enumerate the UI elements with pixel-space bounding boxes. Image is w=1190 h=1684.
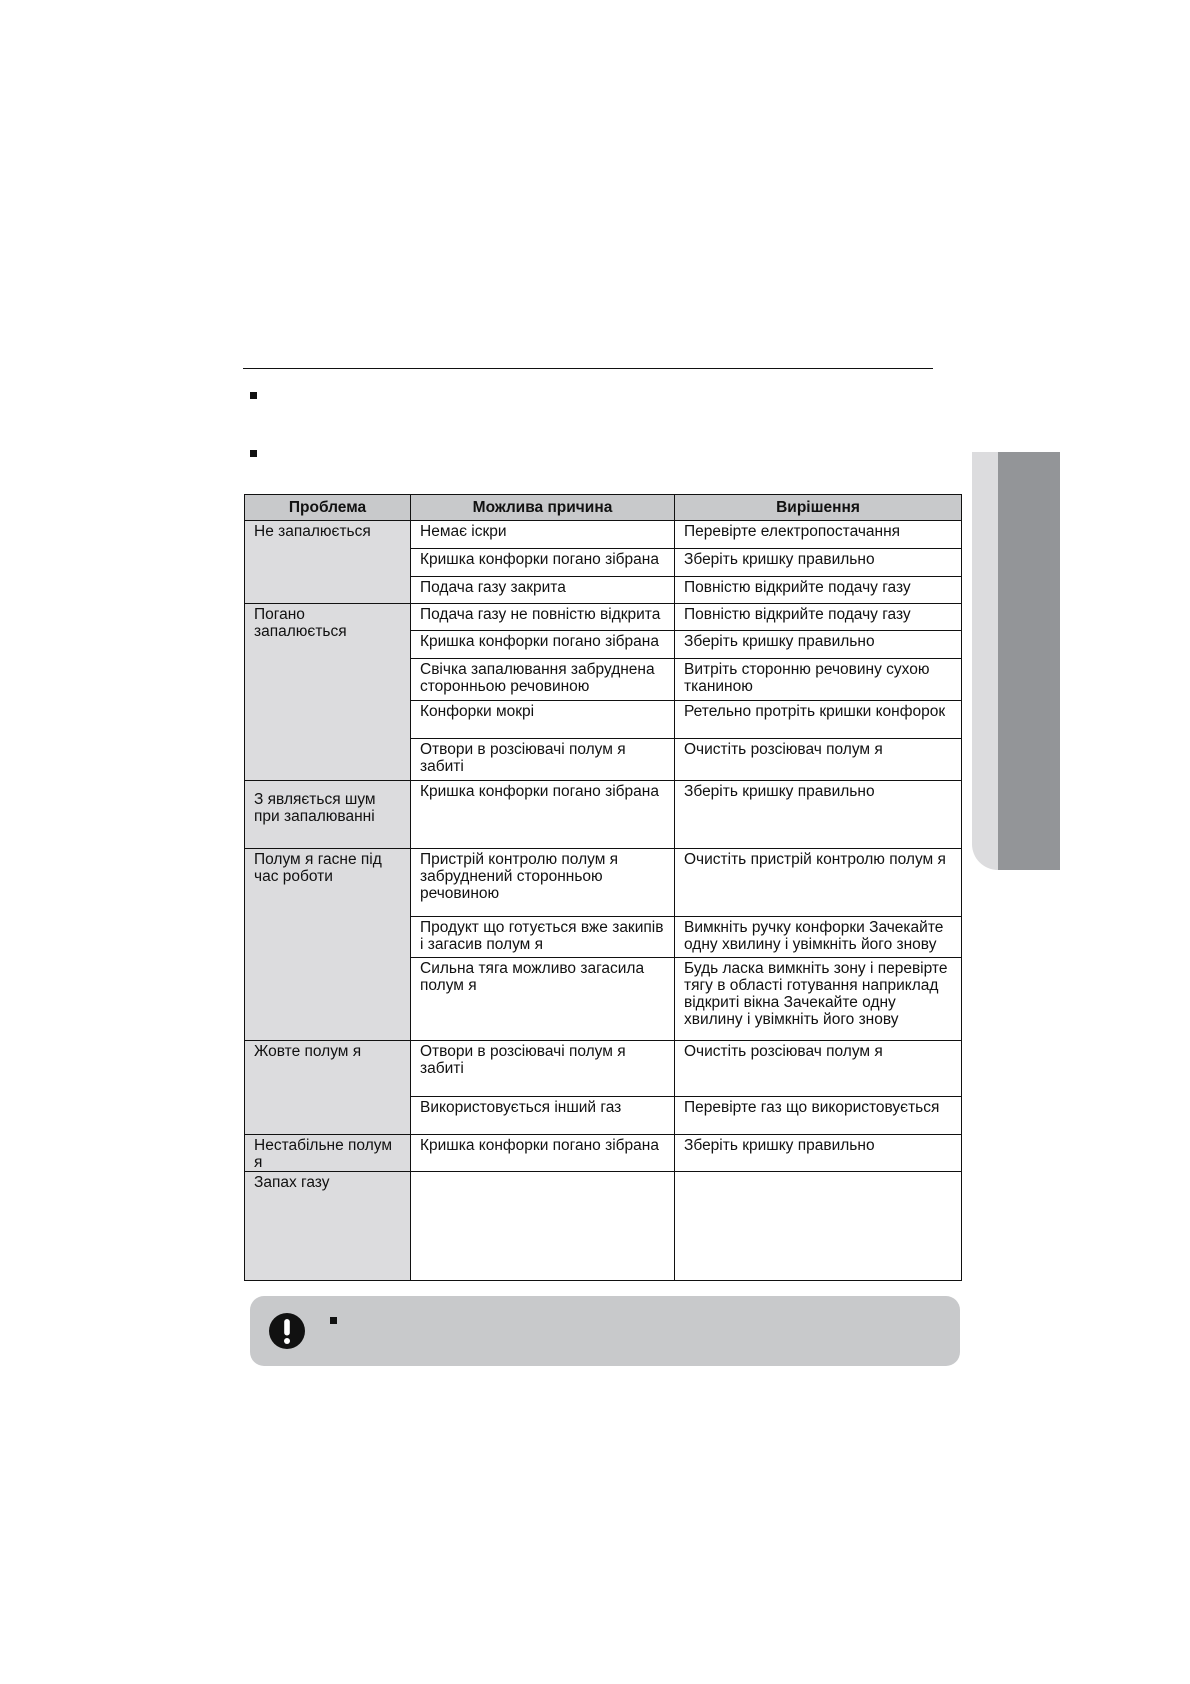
table-row [245,1171,962,1280]
cause-cell: Кришка конфорки погано зібрана [411,780,675,848]
solution-cell: Будь ласка вимкніть зону і перевірте тягу в області готування наприклад відкриті вікна Зачекайте одну хвилину і увімкніть його знову [675,958,962,1041]
solution-cell: Зберіть кришку правильно [675,631,962,659]
cause-cell: Конфорки мокрі [411,701,675,738]
table-row [245,848,962,916]
troubleshooting-table [244,494,962,1281]
caution-box [250,1296,960,1366]
header-cause: Можлива причина [411,495,675,521]
cause-cell: Немає іскри [411,521,675,549]
cause-cell: Отвори в розсіювачі полум я забиті [411,738,675,780]
cause-cell: Свічка запалювання забруднена сторонньою речовиною [411,659,675,701]
cause-cell: Кришка конфорки погано зібрана [411,631,675,659]
table-row [245,1041,962,1097]
cause-cell: Отвори в розсіювачі полум я забиті [411,1041,675,1097]
cause-cell: Кришка конфорки погано зібрана [411,549,675,577]
solution-cell: Повністю відкрийте подачу газу [675,577,962,604]
solution-cell [675,1171,962,1280]
bullet-marker [330,1317,337,1324]
solution-cell: Очистіть розсіювач полум я [675,738,962,780]
solution-cell: Зберіть кришку правильно [675,1134,962,1171]
cause-cell: Використовується інший газ [411,1097,675,1134]
cause-cell: Пристрій контролю полум я забруднений сторонньою речовиною [411,848,675,916]
problem-cell: Погано запалюється [245,604,411,780]
cause-cell: Кришка конфорки погано зібрана [411,1134,675,1171]
solution-cell: Зберіть кришку правильно [675,780,962,848]
table-row [245,521,962,549]
table-row [245,604,962,631]
header-problem: Проблема [245,495,411,521]
solution-cell: Зберіть кришку правильно [675,549,962,577]
problem-cell: Не запалюється [245,521,411,604]
solution-cell: Перевірте електропостачання [675,521,962,549]
cause-cell: Подача газу закрита [411,577,675,604]
solution-cell: Вимкніть ручку конфорки Зачекайте одну хвилину і увімкніть його знову [675,916,962,957]
bullet-marker [250,450,257,457]
table-header-row [245,495,962,521]
solution-cell: Витріть сторонню речовину сухою тканиною [675,659,962,701]
cause-cell: Сильна тяга можливо загасила полум я [411,958,675,1041]
solution-cell: Ретельно протріть кришки конфорок [675,701,962,738]
problem-cell: Нестабільне полум я [245,1134,411,1171]
table-row [245,780,962,848]
solution-cell: Очистіть пристрій контролю полум я [675,848,962,916]
solution-cell: Повністю відкрийте подачу газу [675,604,962,631]
cause-cell [411,1171,675,1280]
problem-cell: З являється шум при запалюванні [245,780,411,848]
section-rule [243,368,933,369]
problem-cell: Полум я гасне під час роботи [245,848,411,1040]
problem-cell: Запах газу [245,1171,411,1280]
cause-cell: Подача газу не повністю відкрита [411,604,675,631]
warning-icon [268,1312,306,1350]
table-row [245,1134,962,1171]
problem-cell: Жовте полум я [245,1041,411,1134]
header-solution: Вирішення [675,495,962,521]
solution-cell: Перевірте газ що використовується [675,1097,962,1134]
cause-cell: Продукт що готується вже закипів і загасив полум я [411,916,675,957]
solution-cell: Очистіть розсіювач полум я [675,1041,962,1097]
bullet-marker [250,392,257,399]
side-section-tab [998,452,1060,870]
